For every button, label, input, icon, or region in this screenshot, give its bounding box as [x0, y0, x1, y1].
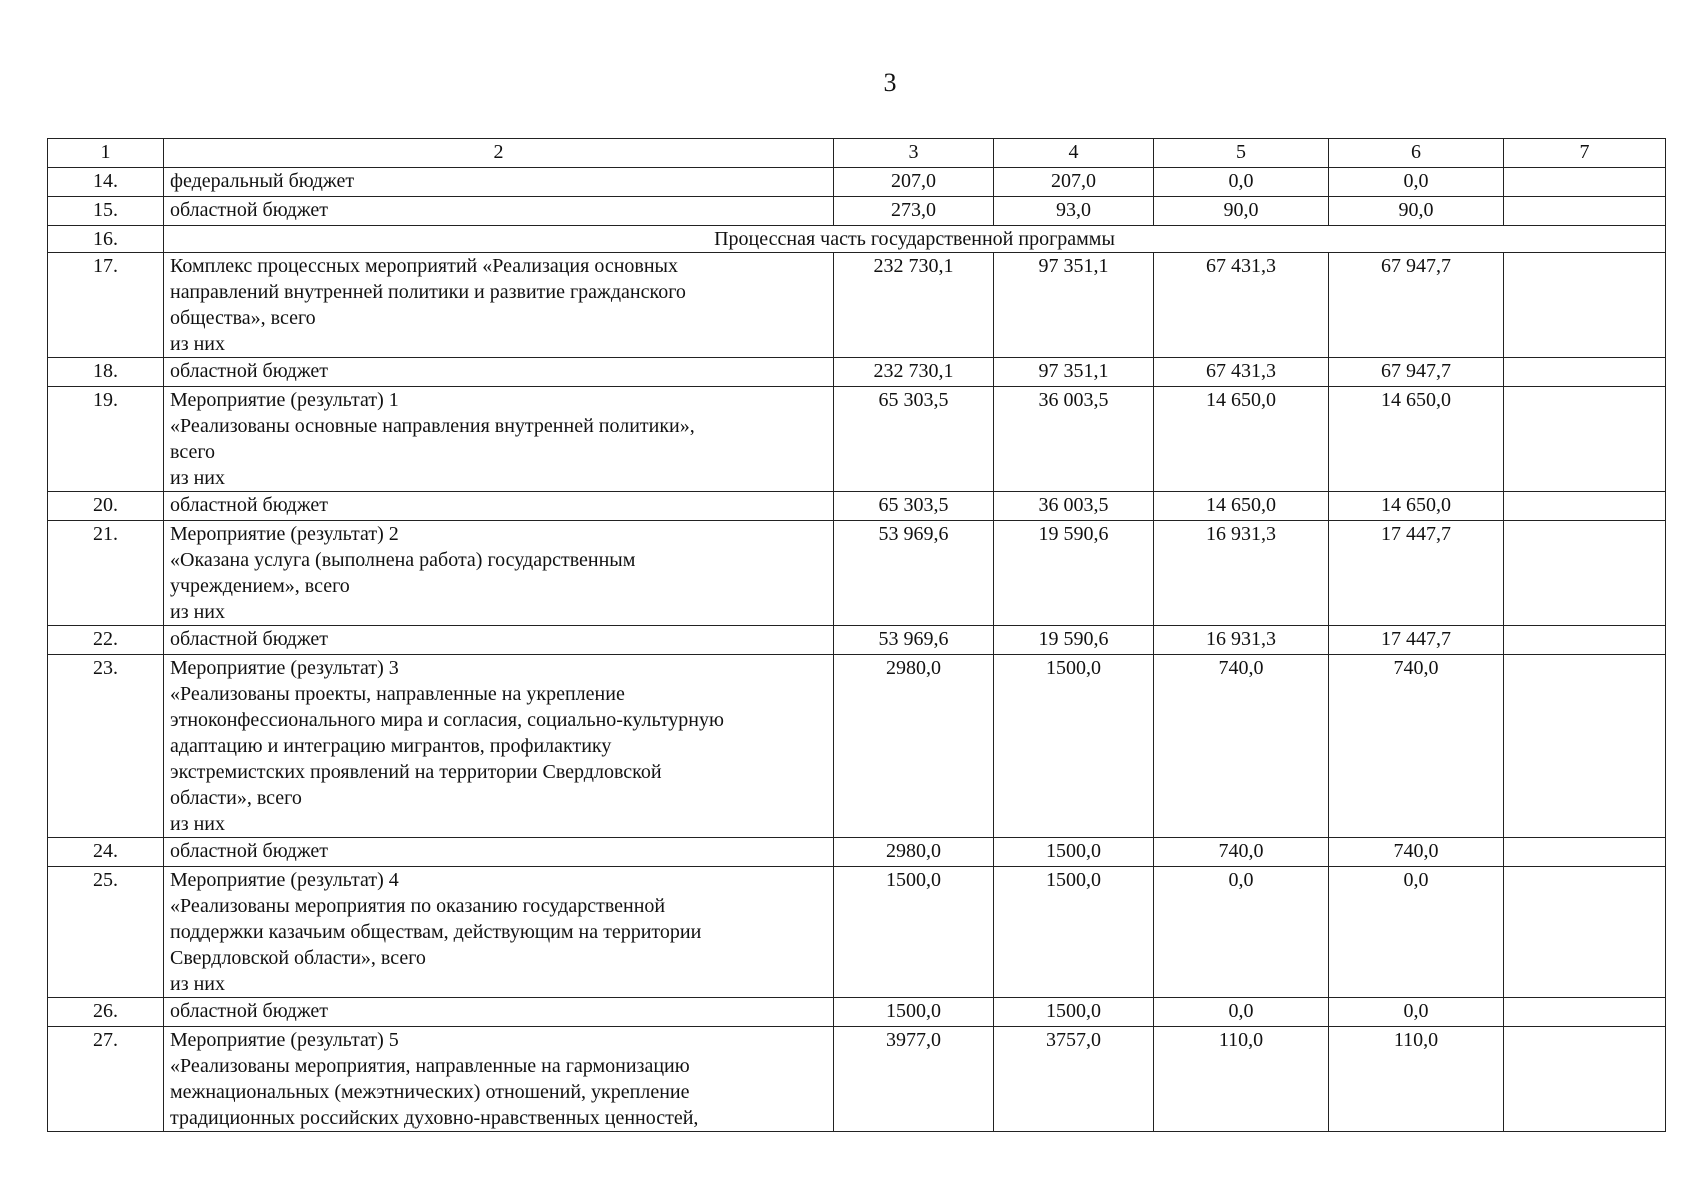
table-row	[48, 998, 1666, 1027]
value-col-6: 110,0	[1329, 1027, 1504, 1132]
value-col-7	[1504, 253, 1666, 358]
column-header-4: 4	[994, 139, 1154, 168]
row-description: областной бюджет	[164, 197, 834, 226]
value-col-3: 1500,0	[834, 998, 994, 1027]
value-col-3: 207,0	[834, 168, 994, 197]
value-col-4: 19 590,6	[994, 521, 1154, 626]
table-row	[48, 168, 1666, 197]
value-col-7	[1504, 998, 1666, 1027]
row-number: 27.	[48, 1027, 164, 1132]
row-number: 19.	[48, 387, 164, 492]
value-col-3: 65 303,5	[834, 387, 994, 492]
table-row	[48, 867, 1666, 998]
table-row	[48, 626, 1666, 655]
table-row	[48, 492, 1666, 521]
value-col-5: 16 931,3	[1154, 626, 1329, 655]
table-row	[48, 387, 1666, 492]
row-description: областной бюджет	[164, 358, 834, 387]
value-col-5: 67 431,3	[1154, 358, 1329, 387]
budget-table	[47, 138, 1666, 1132]
value-col-5: 740,0	[1154, 655, 1329, 838]
value-col-3: 2980,0	[834, 655, 994, 838]
value-col-6: 14 650,0	[1329, 387, 1504, 492]
value-col-6: 0,0	[1329, 998, 1504, 1027]
table-body	[48, 168, 1666, 1132]
value-col-4: 207,0	[994, 168, 1154, 197]
value-col-6: 14 650,0	[1329, 492, 1504, 521]
value-col-4: 1500,0	[994, 867, 1154, 998]
column-header-5: 5	[1154, 139, 1329, 168]
table-header-row	[48, 139, 1666, 168]
row-number: 23.	[48, 655, 164, 838]
value-col-7	[1504, 492, 1666, 521]
value-col-4: 1500,0	[994, 655, 1154, 838]
value-col-6: 67 947,7	[1329, 358, 1504, 387]
value-col-3: 232 730,1	[834, 253, 994, 358]
value-col-6: 0,0	[1329, 168, 1504, 197]
value-col-5: 67 431,3	[1154, 253, 1329, 358]
table-row	[48, 521, 1666, 626]
value-col-7	[1504, 626, 1666, 655]
row-number: 20.	[48, 492, 164, 521]
value-col-4: 97 351,1	[994, 253, 1154, 358]
value-col-7	[1504, 197, 1666, 226]
value-col-3: 232 730,1	[834, 358, 994, 387]
value-col-5: 0,0	[1154, 168, 1329, 197]
value-col-3: 273,0	[834, 197, 994, 226]
value-col-5: 90,0	[1154, 197, 1329, 226]
value-col-6: 0,0	[1329, 867, 1504, 998]
section-row	[48, 226, 1666, 253]
row-description: Мероприятие (результат) 1 «Реализованы основные направления внутренней политики», всего из них	[164, 387, 834, 492]
section-title: Процессная часть государственной программы	[164, 226, 1666, 253]
value-col-6: 67 947,7	[1329, 253, 1504, 358]
row-description: областной бюджет	[164, 838, 834, 867]
column-header-3: 3	[834, 139, 994, 168]
table-row	[48, 1027, 1666, 1132]
column-header-7: 7	[1504, 139, 1666, 168]
row-number: 16.	[48, 226, 164, 253]
value-col-5: 14 650,0	[1154, 492, 1329, 521]
value-col-7	[1504, 1027, 1666, 1132]
value-col-7	[1504, 387, 1666, 492]
value-col-7	[1504, 168, 1666, 197]
column-header-2: 2	[164, 139, 834, 168]
value-col-7	[1504, 655, 1666, 838]
value-col-4: 19 590,6	[994, 626, 1154, 655]
value-col-3: 53 969,6	[834, 521, 994, 626]
value-col-5: 16 931,3	[1154, 521, 1329, 626]
value-col-7	[1504, 358, 1666, 387]
row-description: федеральный бюджет	[164, 168, 834, 197]
value-col-7	[1504, 867, 1666, 998]
row-description: Мероприятие (результат) 2 «Оказана услуга (выполнена работа) государственным учреждением», всего из них	[164, 521, 834, 626]
value-col-3: 2980,0	[834, 838, 994, 867]
value-col-5: 0,0	[1154, 867, 1329, 998]
value-col-4: 36 003,5	[994, 492, 1154, 521]
value-col-5: 0,0	[1154, 998, 1329, 1027]
value-col-4: 1500,0	[994, 998, 1154, 1027]
value-col-6: 90,0	[1329, 197, 1504, 226]
value-col-6: 740,0	[1329, 838, 1504, 867]
value-col-4: 97 351,1	[994, 358, 1154, 387]
value-col-6: 17 447,7	[1329, 626, 1504, 655]
table-row	[48, 655, 1666, 838]
value-col-5: 740,0	[1154, 838, 1329, 867]
row-number: 15.	[48, 197, 164, 226]
value-col-3: 1500,0	[834, 867, 994, 998]
column-header-6: 6	[1329, 139, 1504, 168]
row-description: областной бюджет	[164, 626, 834, 655]
table-row	[48, 253, 1666, 358]
row-description: Мероприятие (результат) 3 «Реализованы проекты, направленные на укрепление этноконфессионального мира и согласия, социально-культурную адаптацию и интеграцию мигрантов, профилактику экстремистских проявлений на территории Свердловской области», всего из них	[164, 655, 834, 838]
table-row	[48, 838, 1666, 867]
value-col-7	[1504, 838, 1666, 867]
table-row	[48, 358, 1666, 387]
value-col-6: 740,0	[1329, 655, 1504, 838]
row-description: областной бюджет	[164, 998, 834, 1027]
row-number: 25.	[48, 867, 164, 998]
value-col-5: 14 650,0	[1154, 387, 1329, 492]
value-col-4: 93,0	[994, 197, 1154, 226]
column-header-1: 1	[48, 139, 164, 168]
value-col-5: 110,0	[1154, 1027, 1329, 1132]
row-number: 17.	[48, 253, 164, 358]
value-col-6: 17 447,7	[1329, 521, 1504, 626]
value-col-4: 3757,0	[994, 1027, 1154, 1132]
value-col-7	[1504, 521, 1666, 626]
row-number: 22.	[48, 626, 164, 655]
row-number: 21.	[48, 521, 164, 626]
value-col-4: 36 003,5	[994, 387, 1154, 492]
value-col-4: 1500,0	[994, 838, 1154, 867]
value-col-3: 53 969,6	[834, 626, 994, 655]
row-number: 24.	[48, 838, 164, 867]
row-description: Комплекс процессных мероприятий «Реализация основных направлений внутренней политики и развитие гражданского общества», всего из них	[164, 253, 834, 358]
row-description: областной бюджет	[164, 492, 834, 521]
row-description: Мероприятие (результат) 5 «Реализованы мероприятия, направленные на гармонизацию межнациональных (межэтнических) отношений, укрепление традиционных российских духовно-нравственных ценностей,	[164, 1027, 834, 1132]
row-number: 26.	[48, 998, 164, 1027]
value-col-3: 3977,0	[834, 1027, 994, 1132]
table-row	[48, 197, 1666, 226]
page-number: 3	[883, 68, 897, 97]
row-number: 18.	[48, 358, 164, 387]
row-number: 14.	[48, 168, 164, 197]
value-col-3: 65 303,5	[834, 492, 994, 521]
row-description: Мероприятие (результат) 4 «Реализованы мероприятия по оказанию государственной поддержки казачьим обществам, действующим на территории Свердловской области», всего из них	[164, 867, 834, 998]
